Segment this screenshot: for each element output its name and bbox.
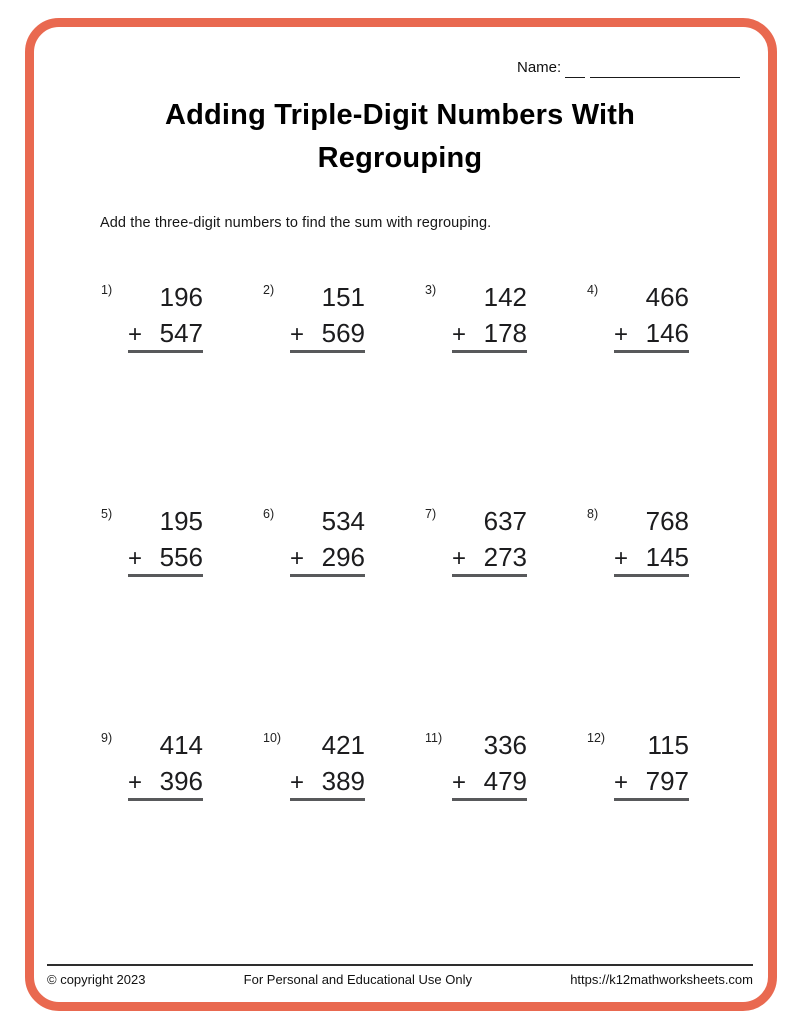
addend-bottom: 547 — [159, 318, 203, 348]
problem-work — [128, 282, 203, 353]
addend-bottom: 389 — [321, 766, 365, 796]
worksheet-title: Adding Triple-Digit Numbers With Regrouping — [164, 99, 636, 174]
addend-row — [128, 542, 203, 572]
addend-bottom: 145 — [645, 542, 689, 572]
plus-operator: + — [614, 769, 629, 796]
plus-operator: + — [452, 321, 467, 348]
plus-operator: + — [452, 769, 467, 796]
problem-work — [452, 282, 527, 353]
addend-row — [452, 318, 527, 348]
plus-operator: + — [290, 545, 305, 572]
problem-number: 7) — [425, 507, 437, 521]
addend-top: 195 — [159, 506, 203, 536]
problem-work — [452, 506, 527, 577]
addend-row — [452, 542, 527, 572]
problem-cell — [263, 506, 365, 576]
problem-work — [290, 730, 365, 801]
plus-operator: + — [290, 769, 305, 796]
problem-number: 12) — [587, 731, 606, 745]
problem-cell — [101, 506, 203, 576]
footer-usage: For Personal and Educational Use Only — [243, 972, 473, 987]
problem-number: 11) — [425, 731, 443, 745]
problem-number: 5) — [101, 507, 113, 521]
answer-line[interactable] — [128, 798, 203, 801]
problem-work — [290, 282, 365, 353]
answer-line[interactable] — [614, 350, 689, 353]
addend-row — [290, 766, 365, 796]
problem-work — [290, 506, 365, 577]
plus-operator: + — [290, 321, 305, 348]
problems-grid — [101, 282, 689, 800]
addend-row — [290, 318, 365, 348]
problem-number: 3) — [425, 283, 437, 297]
footer-row — [47, 966, 753, 987]
addend-bottom: 569 — [321, 318, 365, 348]
addend-bottom: 396 — [159, 766, 203, 796]
problem-cell — [101, 730, 203, 800]
addend-bottom: 178 — [483, 318, 527, 348]
addend-bottom: 146 — [645, 318, 689, 348]
instructions-text: Add the three-digit numbers to find the sum with regrouping. — [100, 215, 492, 231]
addend-row — [128, 318, 203, 348]
problem-number: 4) — [587, 283, 599, 297]
problem-cell — [425, 730, 527, 800]
problem-cell — [101, 282, 203, 352]
name-field — [517, 58, 740, 78]
answer-line[interactable] — [452, 350, 527, 353]
plus-operator: + — [614, 545, 629, 572]
answer-line[interactable] — [290, 350, 365, 353]
problem-cell — [263, 730, 365, 800]
addend-bottom: 273 — [483, 542, 527, 572]
plus-operator: + — [128, 321, 143, 348]
addend-row — [290, 542, 365, 572]
problem-number: 6) — [263, 507, 275, 521]
footer — [47, 964, 753, 987]
footer-copyright: © copyright 2023 — [47, 972, 146, 987]
problem-work — [614, 282, 689, 353]
addend-top: 768 — [645, 506, 689, 536]
addend-top: 466 — [645, 282, 689, 312]
answer-line[interactable] — [614, 574, 689, 577]
addend-top: 414 — [159, 730, 203, 760]
addend-top: 115 — [647, 730, 689, 760]
addend-bottom: 556 — [159, 542, 203, 572]
plus-operator: + — [128, 545, 143, 572]
addend-top: 336 — [483, 730, 527, 760]
name-line[interactable] — [565, 59, 585, 78]
problem-work — [614, 506, 689, 577]
problem-cell — [587, 282, 689, 352]
name-line[interactable] — [590, 59, 740, 78]
answer-line[interactable] — [128, 350, 203, 353]
problem-cell — [587, 506, 689, 576]
problem-work — [452, 730, 527, 801]
footer-url: https://k12mathworksheets.com — [570, 972, 753, 987]
answer-line[interactable] — [128, 574, 203, 577]
plus-operator: + — [128, 769, 143, 796]
problem-number: 2) — [263, 283, 275, 297]
answer-line[interactable] — [290, 798, 365, 801]
problem-cell — [425, 506, 527, 576]
problem-number: 10) — [263, 731, 282, 745]
problem-number: 8) — [587, 507, 599, 521]
addend-row — [614, 318, 689, 348]
problem-cell — [587, 730, 689, 800]
plus-operator: + — [614, 321, 629, 348]
addend-top: 142 — [483, 282, 527, 312]
problem-number: 1) — [101, 283, 113, 297]
addend-top: 421 — [321, 730, 365, 760]
name-label: Name: — [517, 59, 562, 76]
addend-top: 637 — [483, 506, 527, 536]
addend-row — [128, 766, 203, 796]
problem-work — [128, 506, 203, 577]
answer-line[interactable] — [452, 798, 527, 801]
addend-row — [614, 542, 689, 572]
answer-line[interactable] — [614, 798, 689, 801]
addend-row — [452, 766, 527, 796]
addend-top: 151 — [321, 282, 365, 312]
addend-top: 196 — [159, 282, 203, 312]
addend-bottom: 479 — [483, 766, 527, 796]
problem-work — [614, 730, 689, 801]
addend-bottom: 797 — [645, 766, 689, 796]
problem-cell — [425, 282, 527, 352]
addend-bottom: 296 — [321, 542, 365, 572]
addend-top: 534 — [321, 506, 365, 536]
problem-work — [128, 730, 203, 801]
addend-row — [614, 766, 689, 796]
problem-number: 9) — [101, 731, 113, 745]
problem-cell — [263, 282, 365, 352]
answer-line[interactable] — [452, 574, 527, 577]
plus-operator: + — [452, 545, 467, 572]
answer-line[interactable] — [290, 574, 365, 577]
